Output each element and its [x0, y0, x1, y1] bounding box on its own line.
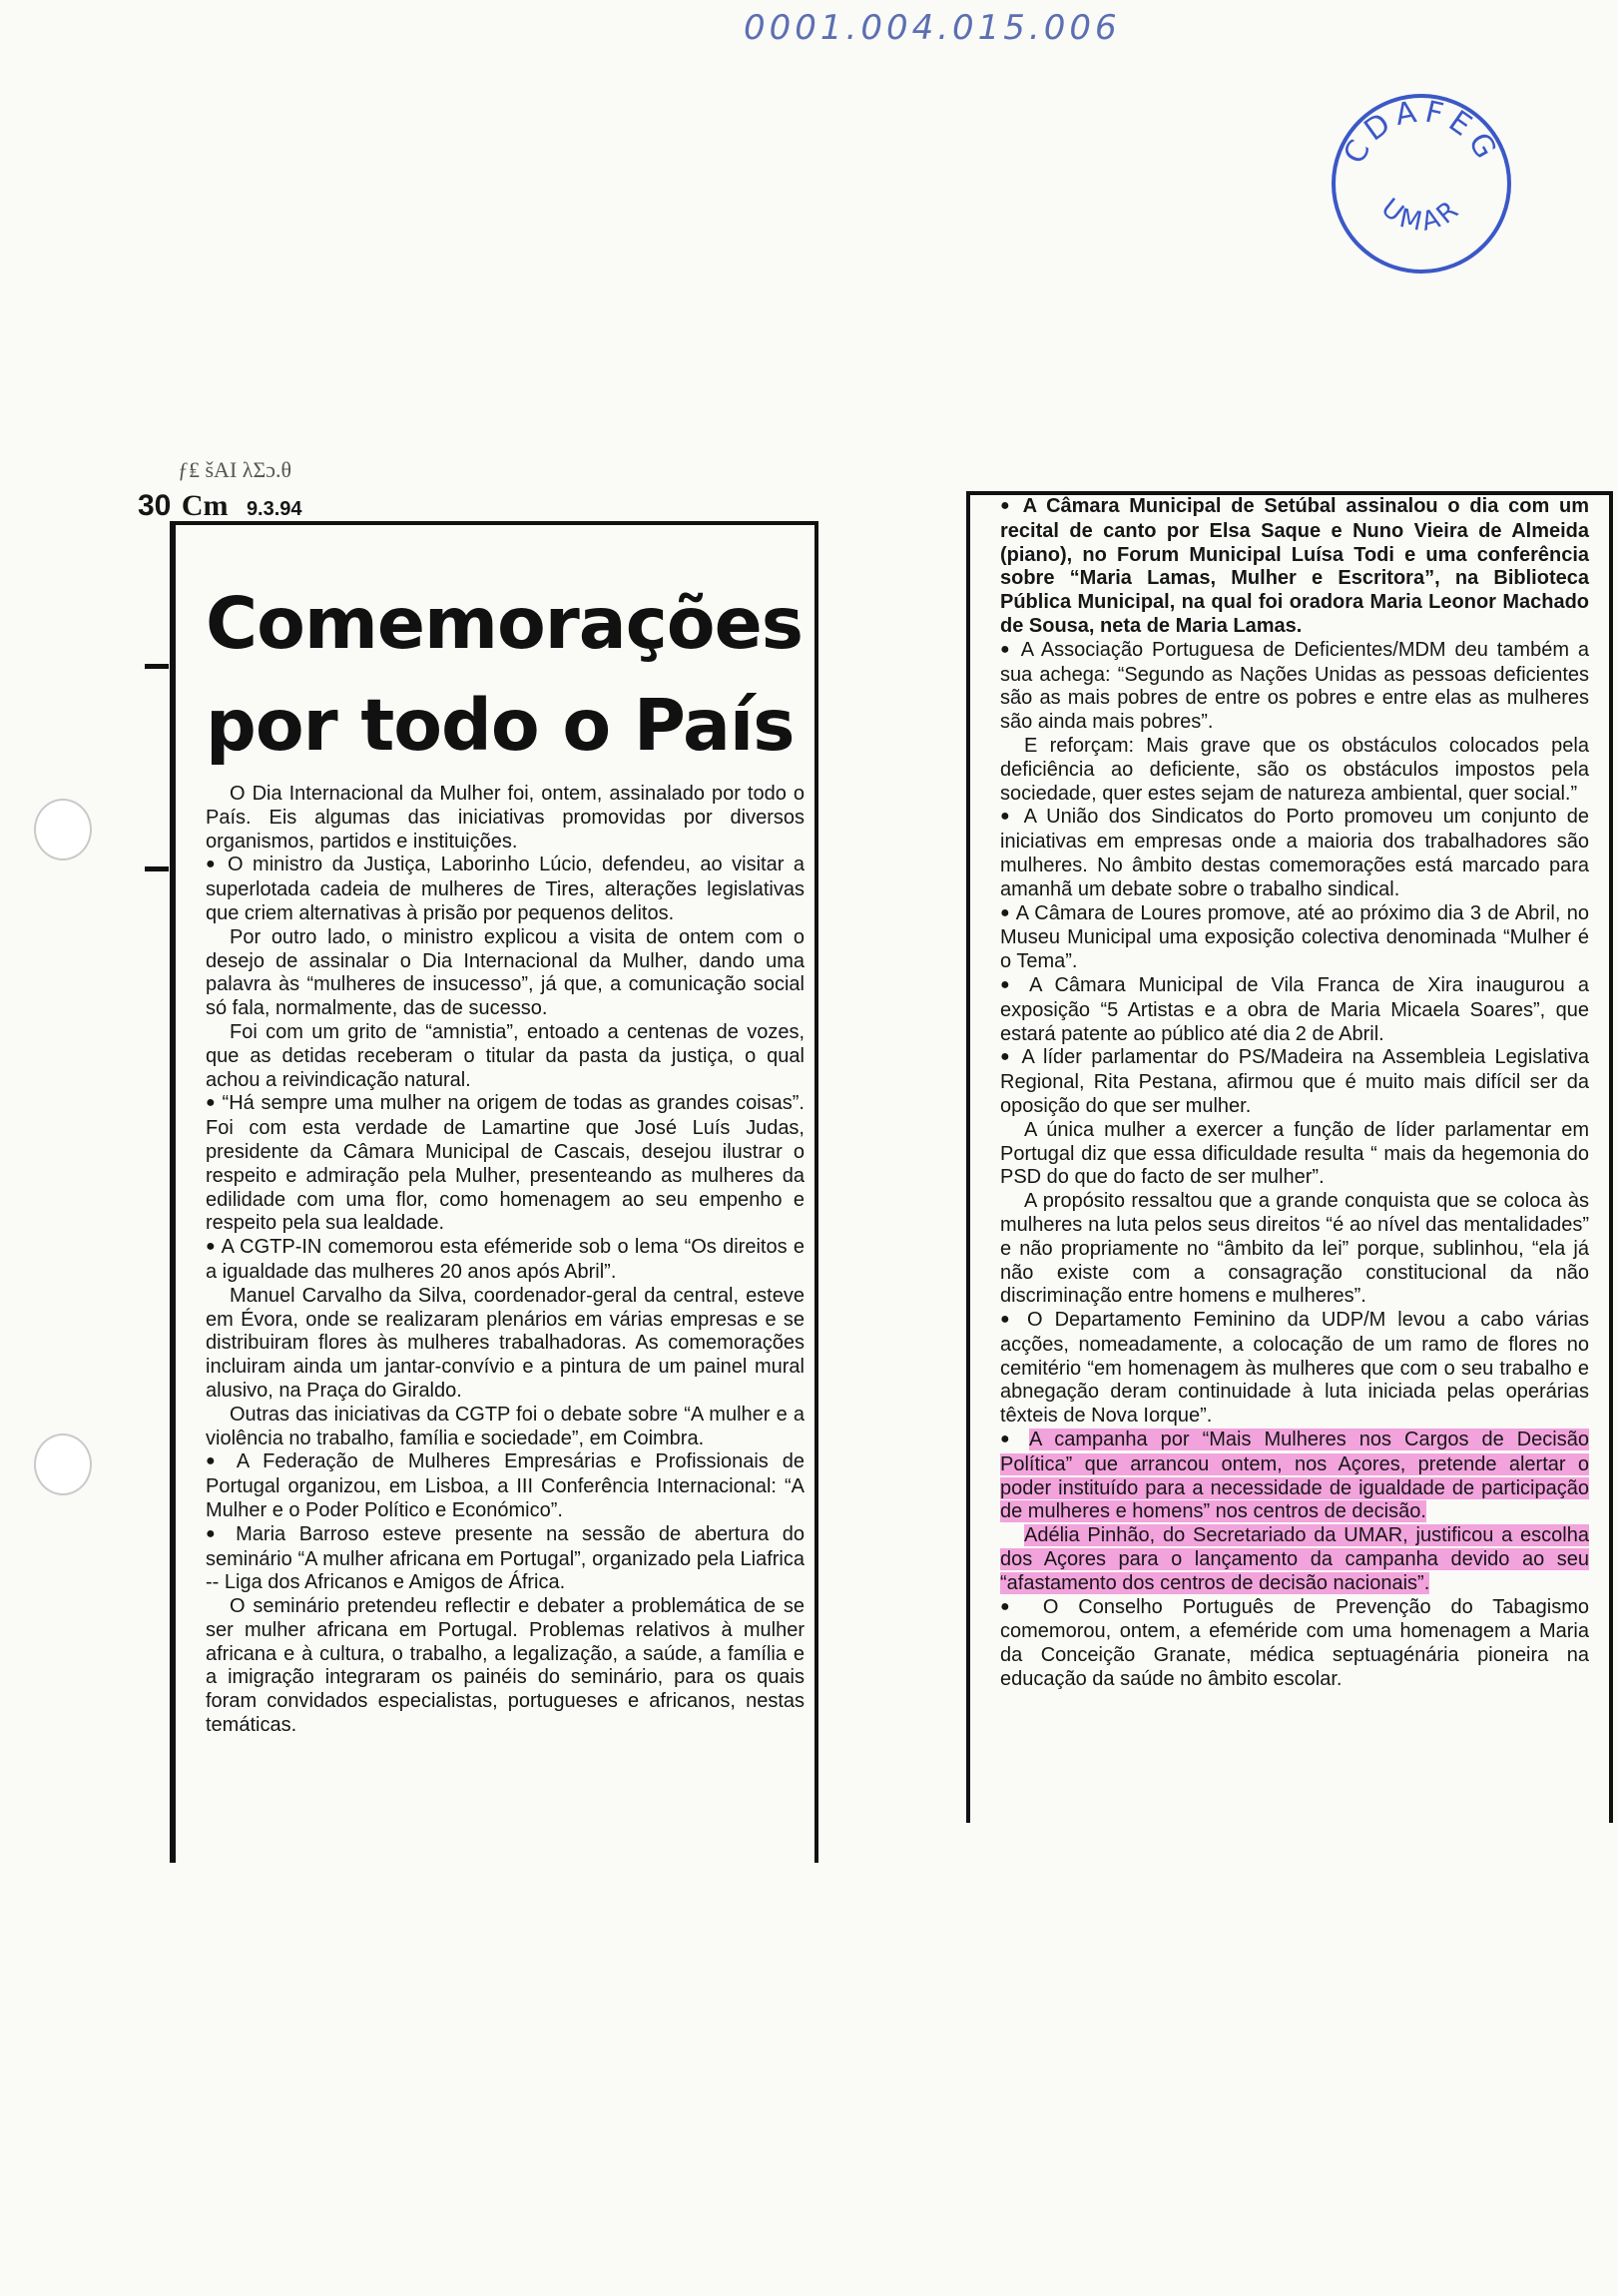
header-scrawl: ƒ₤ šΑΙ λΣɔ.θ: [178, 457, 292, 482]
article-paragraph: [1000, 806, 1589, 901]
article-paragraph: [1000, 1190, 1589, 1309]
article-paragraph: [206, 926, 805, 1021]
right-column: [966, 491, 1613, 1823]
article-paragraph: [1000, 1429, 1589, 1524]
article-paragraph: [206, 1595, 805, 1738]
paragraph-text: A Câmara de Loures promove, até ao próximo dia 3 de Abril, no Museu Municipal uma exposição colectiva denominada “Mulher é o Tema”.: [1000, 901, 1590, 973]
headline: [206, 573, 805, 777]
archive-stamp: [1326, 88, 1517, 280]
paragraph-text: A propósito ressaltou que a grande conquista que se coloca às mulheres na luta pelos seus direitos “é ao nível das mentalidades” e não propriamente no “âmbito da lei” porque, sublinhou, “ela já não existe com a consagração constitucional da não discriminação entre homens e mulheres”.: [1000, 1190, 1589, 1308]
punch-hole: [34, 1434, 92, 1495]
paragraph-text: O Dia Internacional da Mulher foi, ontem, assinalado por todo o País. Eis algumas das iniciativas promovidas por diversos organismos, partidos e instituições.: [206, 783, 805, 853]
column-edge-mark: [145, 866, 169, 871]
paragraph-text: A Associação Portuguesa de Deficientes/MDM deu também a sua achega: “Segundo as Nações Unidas as pessoas deficientes são as mais pobres de entre os pobres e entre elas as mulheres são ainda mais pobres”.: [1000, 638, 1590, 734]
article-paragraph: [206, 1092, 805, 1236]
paragraph-text: A Federação de Mulheres Empresárias e Profissionais de Portugal organizou, em Lisboa, a III Conferência Internacional: “A Mulher e o Poder Político e Económico”.: [206, 1450, 805, 1521]
paragraph-text: A Câmara Municipal de Setúbal assinalou o dia com um recital de canto por Elsa Saque e Nuno Vieira de Almeida (piano), no Forum Municipal Luísa Todi e uma conferência sobre “Maria Lamas, Mulher e Escritora”, na Biblioteca Pública Municipal, na qual foi oradora Maria Leonor Machado de Sousa, neta de Maria Lamas.: [1000, 495, 1590, 637]
paragraph-text: O ministro da Justiça, Laborinho Lúcio, defendeu, ao visitar a superlotada cadeia de mulheres de Tires, alterações legislativas que criem alternativas à prisão por pequenos delitos.: [206, 854, 806, 924]
paragraph-text: A União dos Sindicatos do Porto promoveu um conjunto de iniciativas em empresas onde a maioria dos trabalhadores são mulheres. No âmbito destas comemorações está marcado para amanhã um debate sobre o trabalho sindical.: [1000, 806, 1589, 900]
article-paragraph: [1000, 1596, 1589, 1692]
article-paragraph: [1000, 1524, 1589, 1595]
article-paragraph: [1000, 902, 1589, 974]
paragraph-text: O Departamento Feminino da UDP/M levou a cabo várias acções, nomeadamente, a colocação de um ramo de flores no cemitério “em homenagem às mulheres que com o seu trabalho e abnegação deram continuidade à luta iniciada pelas operárias têxteis de Nova Iorque”.: [1000, 1309, 1589, 1428]
article-paragraph: [1000, 1309, 1589, 1429]
stamp-bottom-text: UMAR: [1375, 193, 1467, 239]
article-paragraph: [206, 1523, 805, 1595]
archive-code: 0001.004.015.006: [744, 8, 1121, 48]
newspaper-logo: Cm: [181, 489, 229, 522]
svg-text:UMAR: [1375, 193, 1467, 238]
punch-hole: [34, 799, 92, 861]
article-paragraph: [206, 854, 805, 925]
paragraph-text: Manuel Carvalho da Silva, coordenador-geral da central, esteve em Évora, onde se realizaram plenários em várias empresas e se distribuiram flores às mulheres trabalhadoras. As comemorações incluiram ainda um jantar-convívio e a pintura de um painel mural alusivo, na Praça do Giraldo.: [206, 1284, 805, 1402]
paragraph-text: “Há sempre uma mulher na origem de todas as grandes coisas”. Foi com esta verdade de Lamartine que José Luís Judas, presidente da Câmara Municipal de Cascais, desejou ilustrar o respeito e admiração pela Mulher, presenteando as mulheres da edilidade com uma flor, como homenagem ao seu empenho e respeito pela sua lealdade.: [206, 1092, 805, 1235]
right-column-body: [1000, 495, 1589, 1692]
paragraph-text: O Conselho Português de Prevenção do Tabagismo comemorou, ontem, a efeméride com uma homenagem a Maria da Conceição Granate, médica septuagénária pioneira na educação da saúde no âmbito escolar.: [1000, 1595, 1589, 1691]
article-paragraph: [1000, 974, 1589, 1046]
paragraph-text: A CGTP-IN comemorou esta efémeride sob o lema “Os direitos e a igualdade das mulheres 20 anos após Abril”.: [206, 1236, 805, 1283]
article-paragraph: [206, 1285, 805, 1404]
clipping-header: [138, 489, 302, 523]
column-edge-mark: [145, 664, 169, 669]
paragraph-text: Outras das iniciativas da CGTP foi o debate sobre “A mulher e a violência no trabalho, família e sociedade”, em Coimbra.: [206, 1403, 805, 1449]
paragraph-text: A única mulher a exercer a função de líder parlamentar em Portugal diz que essa dificuldade resulta “ mais da hegemonia do PSD do que do facto de ser mulher”.: [1000, 1118, 1589, 1189]
paragraph-text: O seminário pretendeu reflectir e debater a problemática de se ser mulher africana em Portugal. Problemas relativos à mulher africana e à cultura, o trabalho, a legalização, a saúde, a família e a imigração integraram os painéis do seminário, para os quais foram convidados especialistas, portugueses e africanos, nestas temáticas.: [206, 1595, 805, 1737]
paragraph-text: Foi com um grito de “amnistia”, entoado a centenas de vozes, que as detidas receberam o titular da pasta da justiça, o qual achou a reivindicação natural.: [206, 1020, 805, 1091]
article-paragraph: [206, 1236, 805, 1285]
headline-line: por todo o País: [206, 684, 795, 767]
paragraph-text: Por outro lado, o ministro explicou a visita de ontem com o desejo de assinalar o Dia Internacional da Mulher, dando uma palavra às “mulheres de insucesso”, já que, a comunicação social só fala, normalmente, das de sucesso.: [206, 925, 805, 1020]
article-paragraph: [1000, 639, 1589, 735]
stamp-top-text: CDAFEG: [1337, 94, 1506, 170]
article-paragraph: [1000, 1046, 1589, 1118]
article-paragraph: [1000, 735, 1589, 806]
paragraph-text: A líder parlamentar do PS/Madeira na Assembleia Legislativa Regional, Rita Pestana, afirmou que é muito mais difícil ser da oposição do que ser mulher.: [1000, 1046, 1589, 1117]
left-column-body: [206, 783, 805, 1738]
paragraph-text: E reforçam: Mais grave que os obstáculos colocados pela deficiência ao deficiente, são os obstáculos impostos pela sociedade, quer estes sejam de natureza ambiental, quer social.”: [1000, 734, 1589, 805]
paragraph-text: A campanha por “Mais Mulheres nos Cargos de Decisão Política” que arrancou ontem, nos Açores, pretende alertar o poder instituído para a necessidade de igualdade de participação de mulheres e homens” nos centros de decisão.: [1000, 1429, 1589, 1523]
article-paragraph: [206, 1404, 805, 1451]
paragraph-text: Maria Barroso esteve presente na sessão de abertura do seminário “A mulher africana em Portugal”, organizado pela Liafrica -- Liga dos Africanos e Amigos de África.: [206, 1522, 805, 1594]
paragraph-text: Adélia Pinhão, do Secretariado da UMAR, justificou a escolha dos Açores para o lançamento da campanha devido ao seu “afastamento dos centros de decisão nacionais”.: [1000, 1524, 1589, 1594]
headline-line: Comemorações: [206, 582, 803, 665]
article-paragraph: [206, 1021, 805, 1092]
article-paragraph: [206, 783, 805, 854]
article-paragraph: [1000, 1119, 1589, 1190]
paragraph-text: A Câmara Municipal de Vila Franca de Xira inaugurou a exposição “5 Artistas e a obra de Maria Micaela Soares”, que estará patente ao público até dia 2 de Abril.: [1000, 973, 1589, 1045]
left-column: [170, 521, 818, 1863]
article-paragraph: [1000, 495, 1589, 639]
svg-text:CDAFEG: [1337, 94, 1505, 170]
page-number: 30: [138, 489, 172, 522]
publication-date: 9.3.94: [246, 498, 302, 520]
article-paragraph: [206, 1450, 805, 1522]
